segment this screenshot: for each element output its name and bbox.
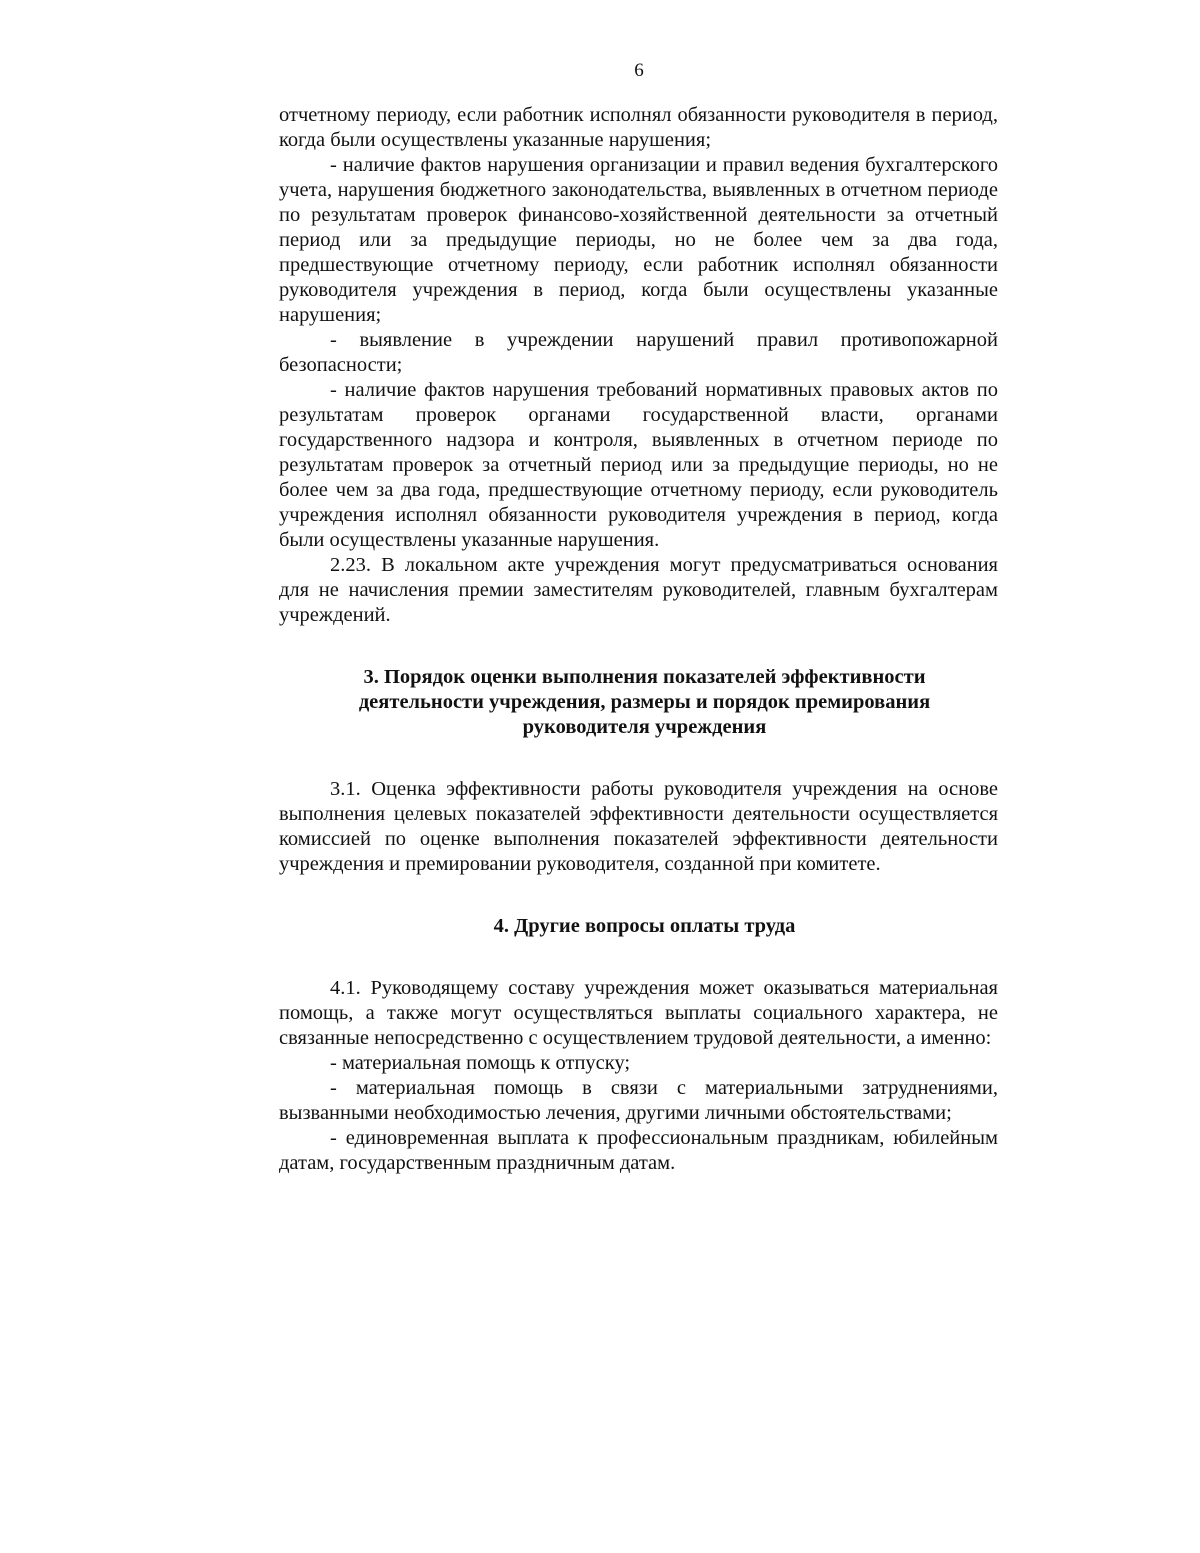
list-item-holiday-payment: - единовременная выплата к профессиональным праздникам, юбилейным датам, государственным праздничным датам. [279, 1127, 998, 1174]
list-item-vacation-aid: - материальная помощь к отпуску; [330, 1052, 631, 1074]
paragraph-4-1: 4.1. Руководящему составу учреждения может оказываться материальная помощь, а также могут осуществляться выплаты социального характера, не связанные непосредственно с осуществлением трудовой деятельности, а именно: [279, 977, 998, 1049]
document-body [279, 103, 998, 1176]
section-3-heading-line-3: руководителя учреждения [522, 716, 767, 738]
section-3-heading [279, 665, 998, 740]
paragraph-continuation: отчетному периоду, если работник исполнял обязанности руководителя в период, когда были осуществлены указанные нарушения; [279, 104, 998, 151]
section-3-heading-line-2: деятельности учреждения, размеры и порядок премирования [358, 691, 931, 713]
list-item-accounting-violations: - наличие фактов нарушения организации и правил ведения бухгалтерского учета, нарушения бюджетного законодательства, выявленных в отчетном периоде по результатам проверок финансово-хозяйственной деятельности за отчетный период или за предыдущие периоды, но не более чем за два года, предшествующие отчетному периоду, если работник исполнял обязанности руководителя учреждения в период, когда были осуществлены указанные нарушения; [279, 154, 998, 326]
list-item-fire-safety: - выявление в учреждении нарушений правил противопожарной безопасности; [279, 329, 998, 376]
list-item-hardship-aid: - материальная помощь в связи с материальными затруднениями, вызванными необходимостью лечения, другими личными обстоятельствами; [279, 1077, 998, 1124]
page-number: 6 [634, 60, 644, 81]
section-4-heading: 4. Другие вопросы оплаты труда [493, 915, 796, 937]
paragraph-3-1: 3.1. Оценка эффективности работы руководителя учреждения на основе выполнения целевых показателей эффективности деятельности осуществляется комиссией по оценке выполнения показателей эффективности деятельности учреждения и премировании руководителя, созданной при комитете. [279, 778, 998, 875]
section-3-heading-line-1: 3. Порядок оценки выполнения показателей эффективности [363, 666, 926, 688]
paragraph-2-23: 2.23. В локальном акте учреждения могут предусматриваться основания для не начисления премии заместителям руководителей, главным бухгалтерам учреждений. [279, 554, 998, 626]
list-item-regulatory-violations: - наличие фактов нарушения требований нормативных правовых актов по результатам проверок органами государственной власти, органами государственного надзора и контроля, выявленных в отчетном периоде по результатам проверок за отчетный период или за предыдущие периоды, но не более чем за два года, предшествующие отчетному периоду, если руководитель учреждения исполнял обязанности руководителя учреждения в период, когда были осуществлены указанные нарушения. [279, 379, 998, 551]
